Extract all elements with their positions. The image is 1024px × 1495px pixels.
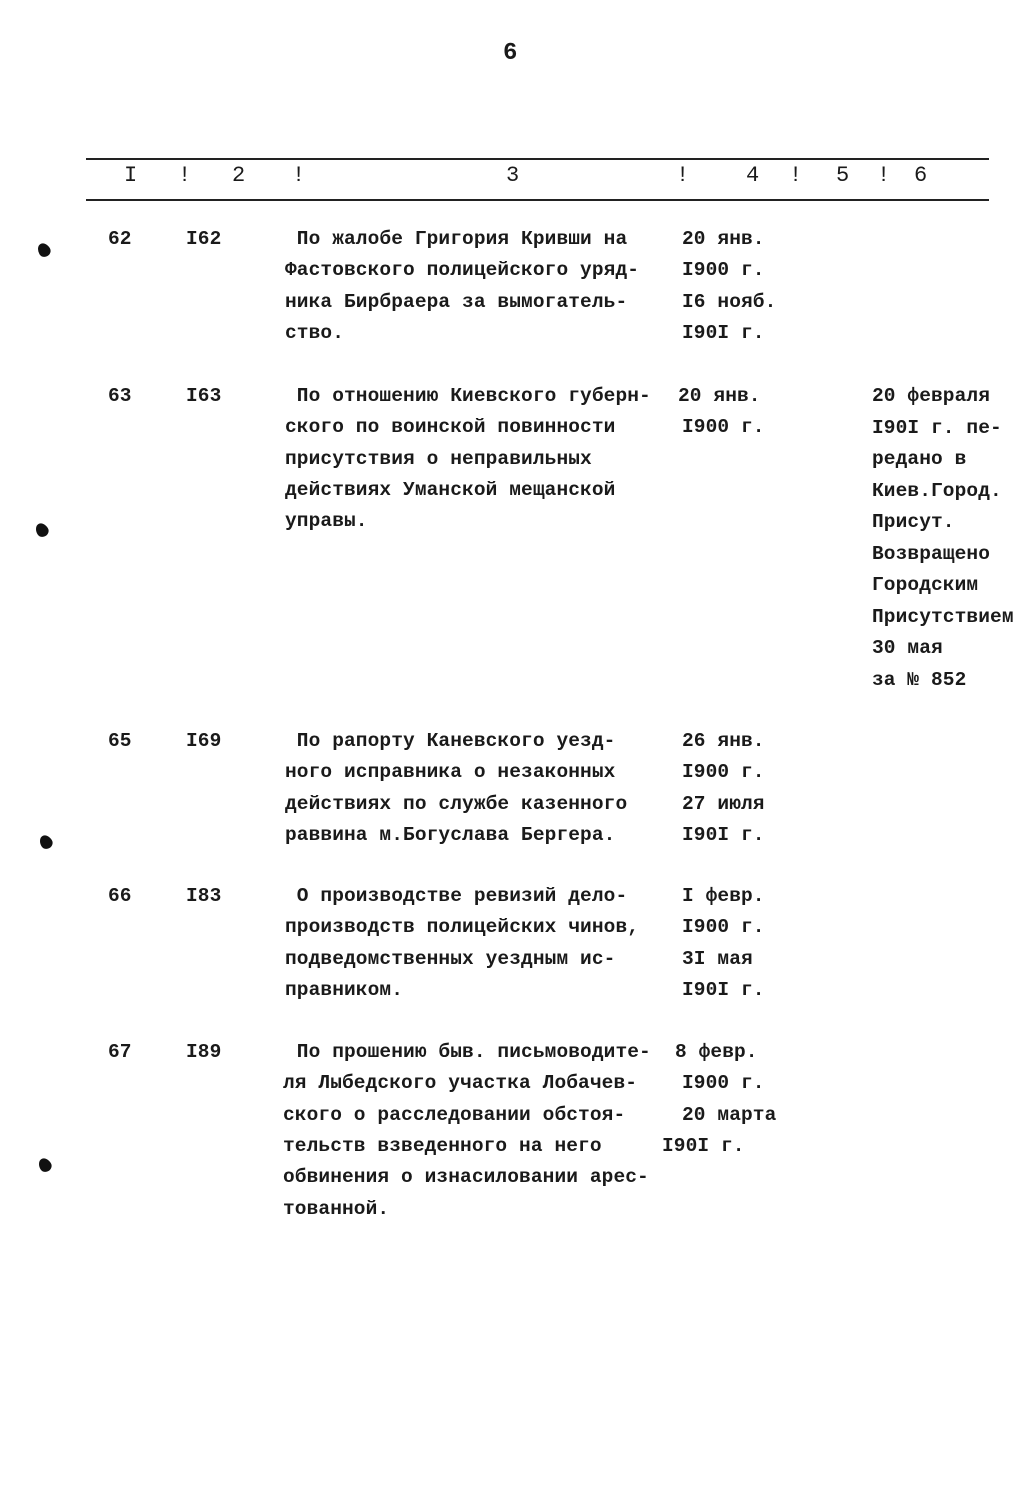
case-number: I89 [186, 1041, 222, 1063]
case-title-line: Фастовского полицейского уряд- [285, 259, 640, 282]
case-title-line: О производстве ревизий дело- [285, 885, 628, 907]
punch-hole-mark [35, 241, 52, 259]
header-top-rule [86, 158, 989, 160]
punch-hole-mark [36, 1156, 53, 1174]
date-line: I900 г. [682, 1072, 765, 1095]
case-title-line: По рапорту Каневского уезд- [285, 730, 616, 752]
date-line: 8 февр. [675, 1041, 758, 1063]
date-line: I90I г. [662, 1134, 745, 1157]
date-line: I февр. [682, 885, 765, 907]
case-title-line: присутствия о неправильных [285, 447, 592, 470]
case-title-line: ля Лыбедского участка Лобачев- [283, 1072, 638, 1095]
row-number: 67 [108, 1041, 132, 1063]
case-title-line: ство. [285, 321, 345, 344]
case-title-line: действиях Уманской мещанской [285, 478, 616, 501]
case-title-line: правником. [285, 978, 404, 1001]
date-line: 27 июля [682, 792, 765, 815]
case-title-line: По жалобе Григория Кривши на [285, 228, 628, 250]
col-sep: ! [292, 163, 306, 188]
date-line: 20 янв. [682, 228, 765, 250]
case-title-line: По прошению быв. письмоводите- [285, 1041, 651, 1063]
case-number: I83 [186, 885, 222, 907]
case-title-line: действиях по службе казенного [285, 792, 628, 815]
case-title-line: тованной. [283, 1197, 390, 1220]
col-sep: ! [789, 163, 803, 188]
col-sep: ! [676, 163, 690, 188]
header-bottom-rule [86, 199, 989, 201]
case-title-line: ского по воинской повинности [285, 416, 616, 439]
row-number: 65 [108, 730, 132, 752]
note-line: за № 852 [872, 668, 967, 691]
case-title-line: раввина м.Богуслава Бергера. [285, 823, 616, 846]
col-header-2: 2 [232, 163, 246, 188]
note-line: Киев.Город. [872, 479, 1002, 502]
date-line: 20 марта [682, 1103, 777, 1126]
col-header-4: 4 [746, 163, 760, 188]
case-title-line: обвинения о изнасиловании арес- [283, 1166, 649, 1189]
note-line: Городским [872, 574, 979, 596]
note-line: 30 мая [872, 637, 943, 659]
case-title-line: ного исправника о незаконных [285, 761, 616, 784]
col-header-6: 6 [914, 163, 928, 188]
col-header-3: 3 [506, 163, 520, 188]
case-title-line: По отношению Киевского губерн- [285, 385, 651, 407]
case-number: I62 [186, 228, 222, 250]
date-line: I90I г. [682, 321, 765, 344]
col-sep: ! [178, 163, 192, 188]
col-header-5: 5 [836, 163, 850, 188]
col-sep: ! [877, 163, 891, 188]
date-line: I900 г. [682, 259, 765, 282]
case-number: I63 [186, 385, 222, 407]
date-line: I900 г. [682, 916, 765, 939]
date-line: I6 нояб. [682, 290, 777, 313]
case-title-line: тельств взведенного на него [283, 1134, 602, 1157]
note-line: I90I г. пе- [872, 416, 1002, 439]
note-line: Возвращено [872, 542, 991, 565]
punch-hole-mark [33, 521, 50, 539]
page-number: 6 [503, 40, 518, 67]
date-line: I900 г. [682, 761, 765, 784]
date-line: I900 г. [682, 416, 765, 439]
case-title-line: ника Бирбраера за вымогатель- [285, 290, 628, 313]
row-number: 62 [108, 228, 132, 250]
note-line: Присутствием [872, 605, 1014, 628]
case-title-line: подведомственных уездным ис- [285, 947, 616, 970]
row-number: 63 [108, 385, 132, 407]
note-line: 20 февраля [872, 385, 991, 407]
date-line: I90I г. [682, 823, 765, 846]
date-line: 20 янв. [678, 385, 761, 407]
case-number: I69 [186, 730, 222, 752]
case-title-line: управы. [285, 510, 368, 533]
date-line: I90I г. [682, 978, 765, 1001]
note-line: Присут. [872, 511, 955, 533]
col-header-1: I [124, 163, 138, 188]
date-line: 26 янв. [682, 730, 765, 752]
date-line: 3I мая [682, 947, 753, 970]
note-line: редано в [872, 448, 967, 470]
punch-hole-mark [37, 833, 54, 851]
case-title-line: ского о расследовании обстоя- [283, 1103, 626, 1126]
row-number: 66 [108, 885, 132, 907]
case-title-line: производств полицейских чинов, [285, 916, 640, 939]
